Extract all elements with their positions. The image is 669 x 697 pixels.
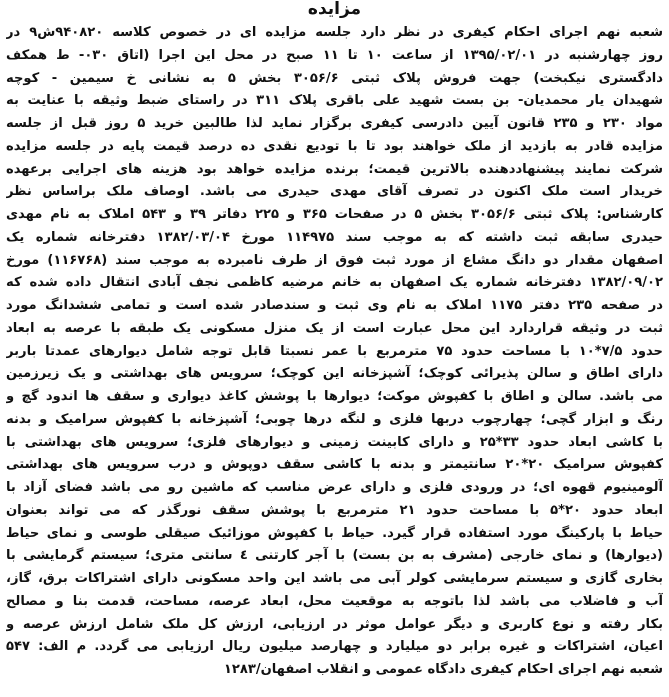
- notice-line: دارای اطاق و سالن پذیرائی کوچک؛ آشپزخانه این کوچک؛ سرویس های بهداشتی و یک زیرزمین: [6, 366, 663, 382]
- notice-line: خریدار است ملک اکنون در تصرف آقای مهدی حیدری می باشد. اوصاف ملک براساس نظر: [6, 184, 663, 200]
- notice-line: شرکت نمایند پیشنهاددهنده بالاترین قیمت؛ برنده مزایده خواهد بود هزینه های اجرایی برعهده: [6, 161, 663, 177]
- notice-line: با کاشی ابعاد حدود ۳۳*۲۵ و دارای کابینت زمینی و دیوارهای فلزی؛ سرویس های بهداشتی با: [6, 434, 663, 450]
- notice-line: روز چهارشنبه در ۱۳۹۵/۰۲/۰۱ از ساعت ۱۰ تا ۱۱ صبح در محل این اجرا (اتاق ۰۳۰- ط همکف: [6, 47, 663, 63]
- notice-line: بکار رفته و نوع کاربری و دیگر عوامل موثر در ارزیابی، ارزش کل ملک شامل ارزش عرصه و: [6, 616, 663, 632]
- notice-line: مزایده قادر به بازدید از ملک خواهند بود تا با تودیع نقدی ده درصد قیمت پایه در جلسه مزایده: [6, 138, 663, 154]
- notice-line: کفپوش سرامیک ۲۰*۲۰ سانتیمتر و بدنه با کاشی سقف دوپوش و درب سرویس های بهداشتی: [6, 457, 663, 473]
- notice-line: کارشناس: پلاک ثبتی ۳۰۵۶/۶ بخش ۵ در صفحات ۳۶۵ و ۲۲۵ دفاتر ۳۹ و ۵۴۳ املاک به نام مهدی: [6, 207, 663, 222]
- notice-line: شهیدان یار محمدیان- بن بست شهید علی باقری پلاک ۳۱۱ در راستای ضبط وثیقه با عنایت به: [6, 93, 663, 109]
- notice-line: حیدری سابقه ثبت داشته که به موجب سند ۱۱۴۹۷۵ مورخ ۱۳۸۲/۰۳/۰۴ دفترخانه شماره یک: [6, 229, 663, 245]
- notice-line: شعبه نهم اجرای احکام کیفری در نظر دارد جلسه مزایده ای در خصوص کلاسه ۹۴۰۸۲۰ش۹ در: [6, 25, 663, 40]
- notice-signature-line: شعبه نهم اجرای احکام کیفری دادگاه عمومی و انقلاب اصفهان/۱۲۸۳: [223, 662, 663, 677]
- notice-line: ثبت در وثیقه قراردارد این محل عبارت است از یک منزل مسکونی یک طبقه با عرصه به ابعاد: [6, 320, 663, 336]
- notice-line: ۱۳۸۲/۰۹/۰۲ دفترخانه شماره یک اصفهان به خانم مرضیه کاظمی نجف آبادی انتقال داده شده که: [6, 275, 663, 291]
- notice-title: مزایده: [307, 0, 362, 18]
- notice-line: آب و فاضلاب می باشد لذا باتوجه به موقعیت محل، ابعاد عرصه، مساحت، قدمت بنا و مصالح: [6, 593, 663, 609]
- notice-line: حدود ۷/۵*۱۰ با مساحت حدود ۷۵ مترمربع با عمر نسبتا قابل توجه شامل دیوارهای عمدتا باربر: [6, 343, 663, 359]
- notice-line: اصفهان مقدار دو دانگ مشاع از مورد ثبت فوق از طرف نامبرده به موجب سند (۱۱۶۷۶۸) مورخ: [6, 252, 663, 268]
- notice-line: آلومینیوم قهوه ای؛ در ورودی فلزی و دارای عرض مناسب که ماشین رو می باشد فضای آزاد با: [6, 480, 663, 495]
- notice-line: (دیوارها) و نمای خارجی (مشرف به بن بست) با آجر کارتنی ٤ سانتی متری؛ سیستم گرمایشی با: [6, 548, 663, 564]
- notice-body: [6, 22, 663, 682]
- notice-line: می باشد. سالن و اطاق با کفپوش موکت؛ دیوارها با پوشش کاغذ دیواری و سقف ها اندود گچ و: [6, 389, 663, 404]
- notice-line: رنگ و ابزار گچی؛ چهارچوب دربها فلزی و لنگه درها چوبی؛ آشپزخانه با کفپوش سرامیک و بدنه: [6, 411, 663, 427]
- notice-line: بخاری گازی و سیستم سرمایشی کولر آبی می باشد این واحد مسکونی دارای اشتراکات برق، گاز،: [6, 571, 663, 586]
- notice-line: دادگستری نیکبخت) جهت فروش پلاک ثبتی ۳۰۵۶/۶ بخش ۵ به نشانی خ سیمین - کوچه: [6, 70, 663, 86]
- notice-line: در صفحه ۲۳۵ دفتر ۱۱۷۵ املاک به نام وی ثبت و سندصادر شده است و تمامی ششدانگ مورد: [6, 298, 663, 313]
- notice-line: مواد ۲۳۰ و ۲۳۵ قانون آیین دادرسی کیفری برگزار نماید لذا طالبین خرید ۵ روز قبل از جلسه: [6, 116, 663, 131]
- notice-line: اعیان، اشتراکات و غیره برابر دو میلیارد و چهارصد میلیون ریال ارزیابی می گردد. م الف: ۵۴۷: [6, 639, 663, 655]
- notice-line: ابعاد حدود ۲۰*۵ با مساحت حدود ۲۱ مترمربع با پوشش سقف نورگذر که می تواند بعنوان: [6, 502, 663, 518]
- notice-line: حیاط با پارکینگ مورد استفاده قرار گیرد. حیاط با کفپوش موزائیک صیقلی طوسی و نمای حیاط: [6, 525, 663, 541]
